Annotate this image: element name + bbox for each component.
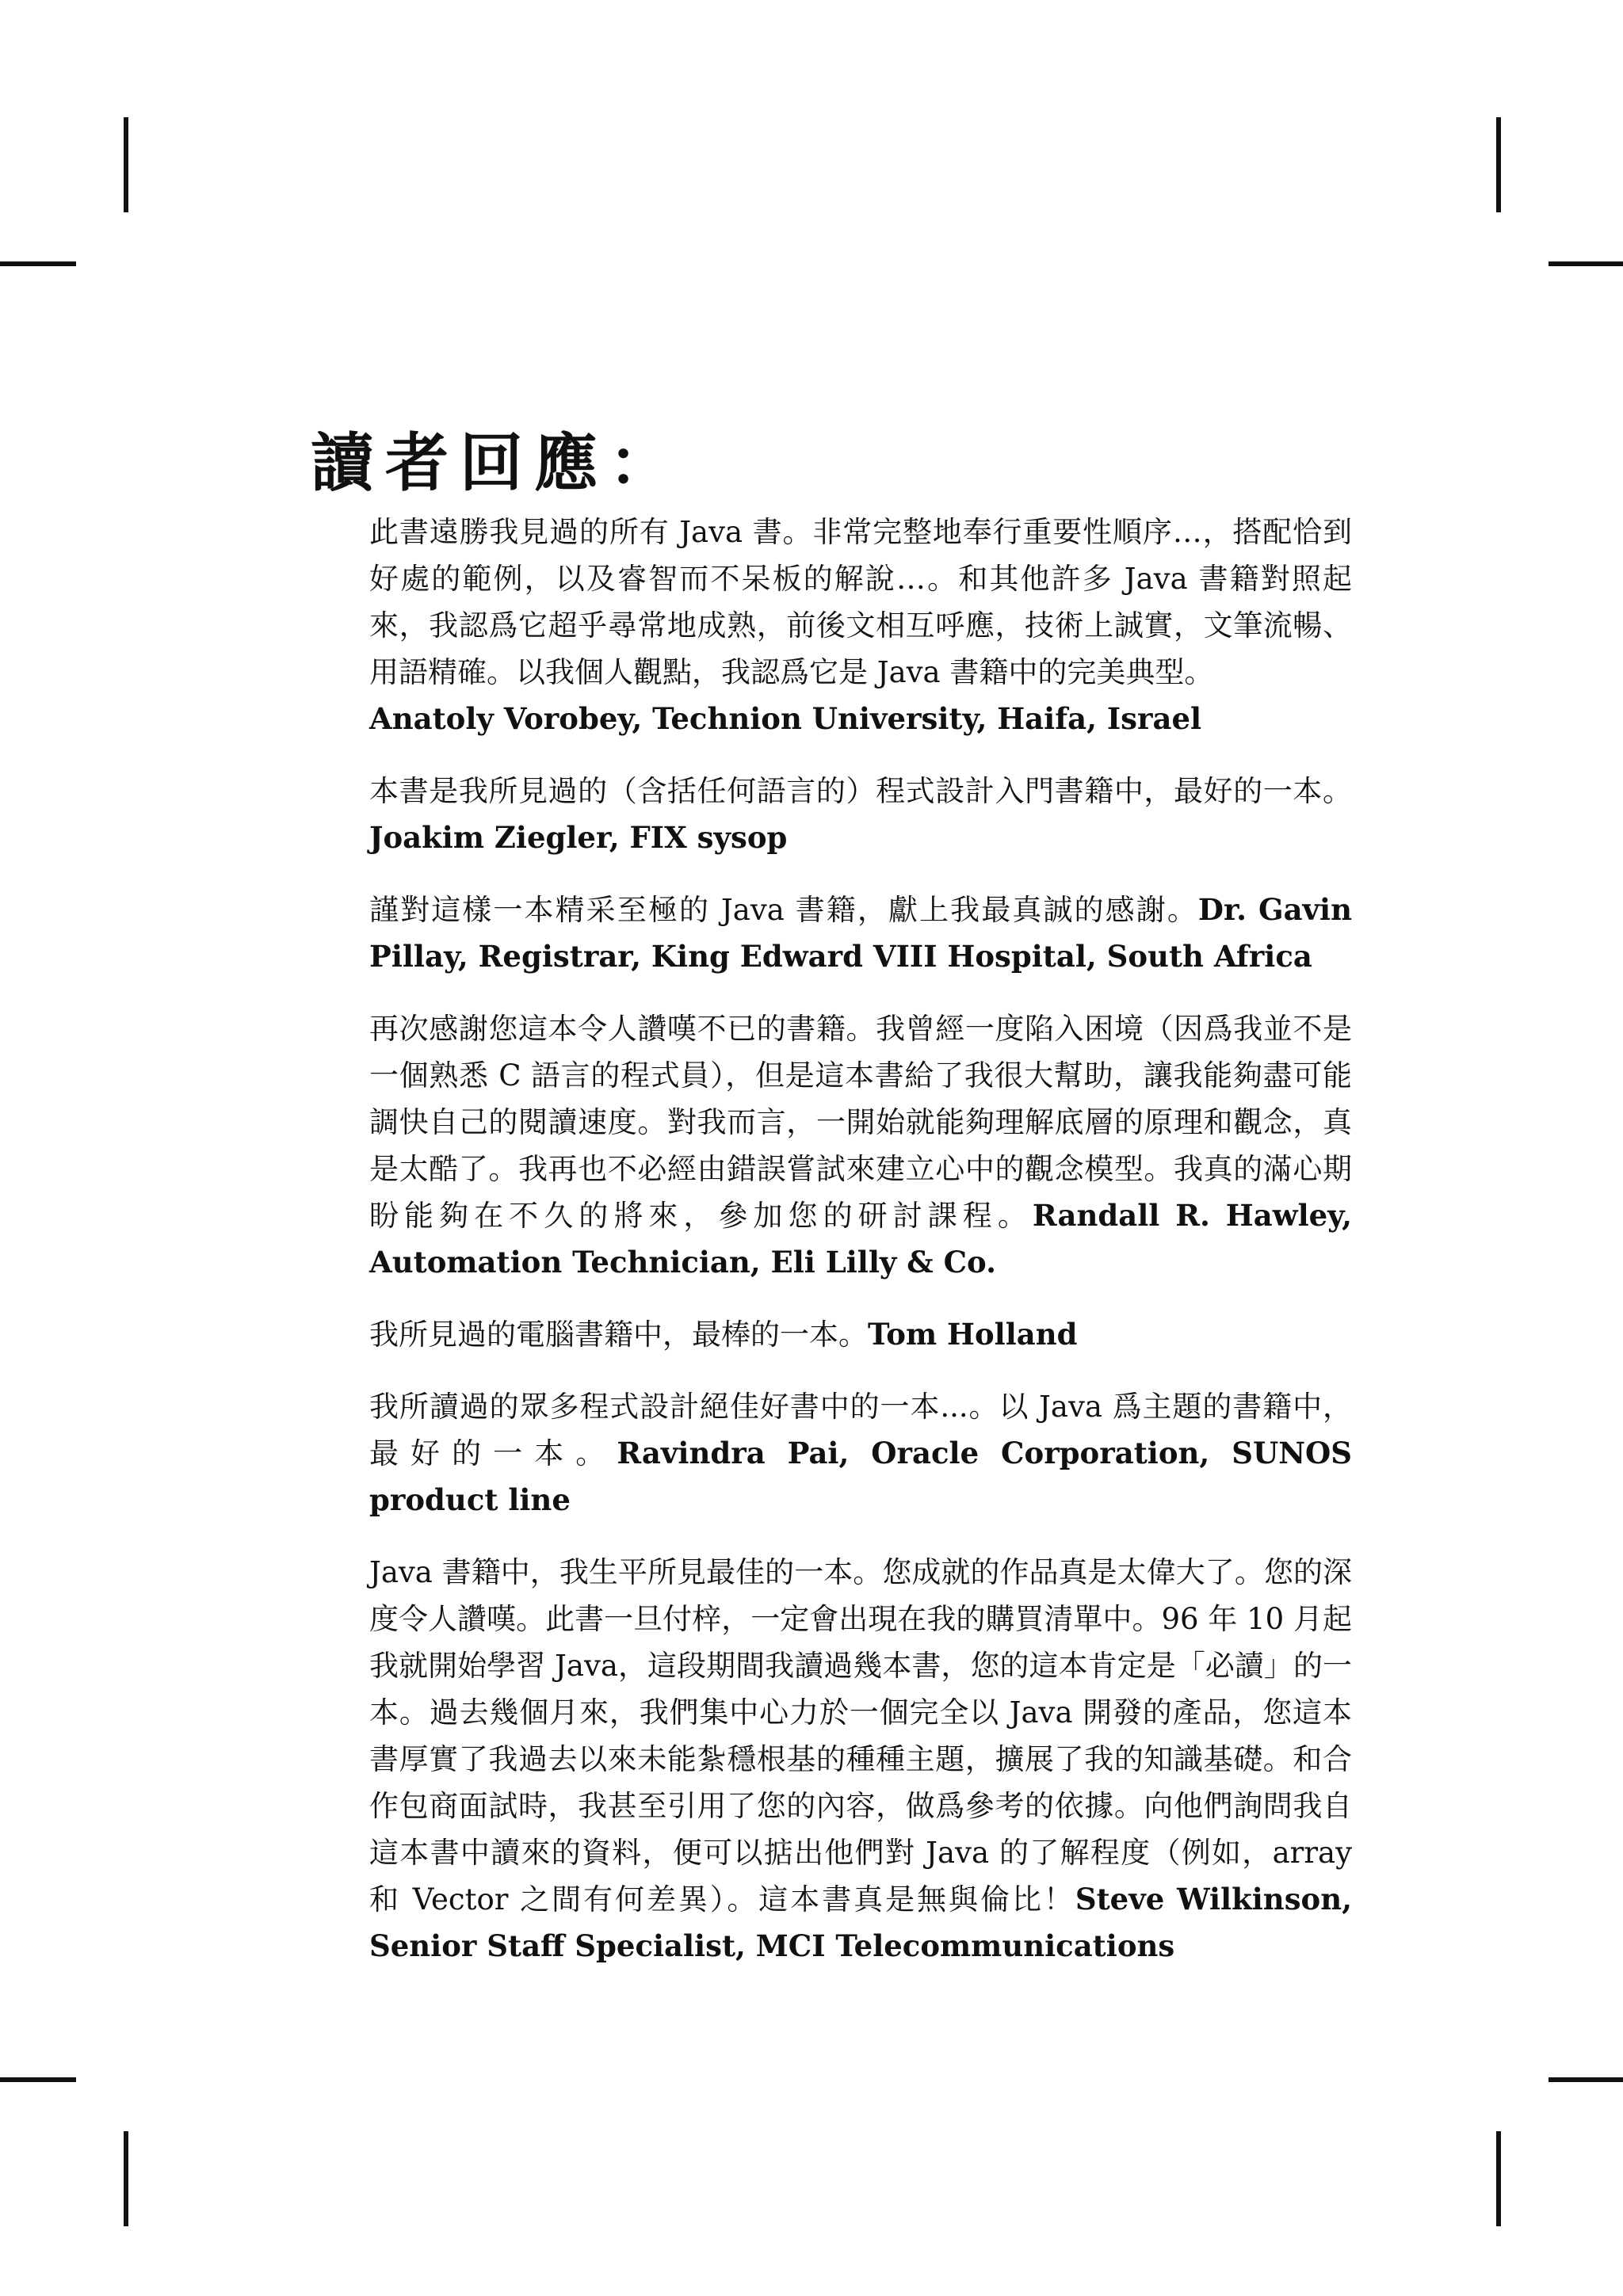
testimonial-author: Ravindra Pai, Oracle Corporation, SUNOS product line [369, 1436, 1352, 1517]
testimonial-author: Anatoly Vorobey, Technion University, Haifa, Israel [369, 701, 1202, 736]
page-title: 讀者回應： [311, 426, 683, 500]
crop-mark-top-right-vertical [1496, 117, 1501, 212]
crop-mark-bottom-left-vertical [124, 2131, 128, 2226]
testimonial [369, 1005, 1352, 1286]
testimonial-author: Randall R. Hawley, Automation Technician, Eli Lilly & Co. [369, 1198, 1353, 1280]
crop-mark-top-right-horizontal [1549, 261, 1623, 266]
testimonial-author: Joakim Ziegler, FIX sysop [369, 820, 788, 855]
testimonial-quote: 謹對這樣一本精采至極的 Java 書籍，獻上我最真誠的感謝。 [369, 893, 1198, 927]
testimonial [369, 1311, 1352, 1358]
testimonial-quote: Java 書籍中，我生平所見最佳的一本。您成就的作品真是太偉大了。您的深度令人讚嘆。此書一旦付梓，一定會出現在我的購買清單中。96 年 10 月起我就開始學習 Java，這段期間我讀過幾本書，您的這本肯定是「必讀」的一本。過去幾個月來，我們集中心力於一個完全以 Java 開發的產品，您這本書厚實了我過去以來未能紮穩根基的種種主題，擴展了我的知識基礎。和合作包商面試時，我甚至引用了您的內容，做爲參考的依據。向他們詢問我自這本書中讀來的資料，便可以掂出他們對 Java 的了解程度（例如，array 和 Vector 之間有何差異）。這本書真是無與倫比！ [369, 1555, 1352, 1917]
testimonial-quote: 我所讀過的眾多程式設計絕佳好書中的一本...。以 Java 爲主題的書籍中，最好的一本。 [369, 1390, 1352, 1470]
testimonial-quote: 再次感謝您這本令人讚嘆不已的書籍。我曾經一度陷入困境（因爲我並不是一個熟悉 C 語言的程式員），但是這本書給了我很大幫助，讓我能夠盡可能調快自己的閱讀速度。對我而言，一開始就能夠理解底層的原理和觀念，真是太酷了。我再也不必經由錯誤嘗試來建立心中的觀念模型。我真的滿心期盼能夠在不久的將來，參加您的研討課程。 [369, 1012, 1352, 1233]
crop-mark-bottom-right-horizontal [1549, 2077, 1623, 2082]
testimonial [369, 887, 1352, 980]
testimonial-quote: 本書是我所見過的（含括任何語言的）程式設計入門書籍中，最好的一本。 [369, 774, 1352, 808]
crop-mark-bottom-right-vertical [1496, 2131, 1501, 2226]
testimonial [369, 1383, 1352, 1524]
testimonial-author: Tom Holland [868, 1317, 1078, 1352]
testimonial-quote: 此書遠勝我見過的所有 Java 書。非常完整地奉行重要性順序…，搭配恰到好處的範例，以及睿智而不呆板的解說…。和其他許多 Java 書籍對照起來，我認爲它超乎尋常地成熟，前後文相互呼應，技術上誠實，文筆流暢、用語精確。以我個人觀點，我認爲它是 Java 書籍中的完美典型。 [369, 515, 1352, 689]
crop-mark-top-left-vertical [124, 117, 128, 212]
testimonial-quote: 我所見過的電腦書籍中，最棒的一本。 [369, 1318, 868, 1352]
testimonial-author: Steve Wilkinson, Senior Staff Specialist, MCI Telecommunications [369, 1882, 1353, 1963]
testimonial [369, 509, 1352, 742]
crop-mark-top-left-horizontal [0, 261, 76, 266]
crop-mark-bottom-left-horizontal [0, 2077, 76, 2082]
testimonials-list [369, 509, 1352, 1995]
testimonial [369, 768, 1352, 861]
testimonial-author: Dr. Gavin Pillay, Registrar, King Edward VIII Hospital, South Africa [369, 892, 1352, 974]
testimonial [369, 1549, 1352, 1970]
